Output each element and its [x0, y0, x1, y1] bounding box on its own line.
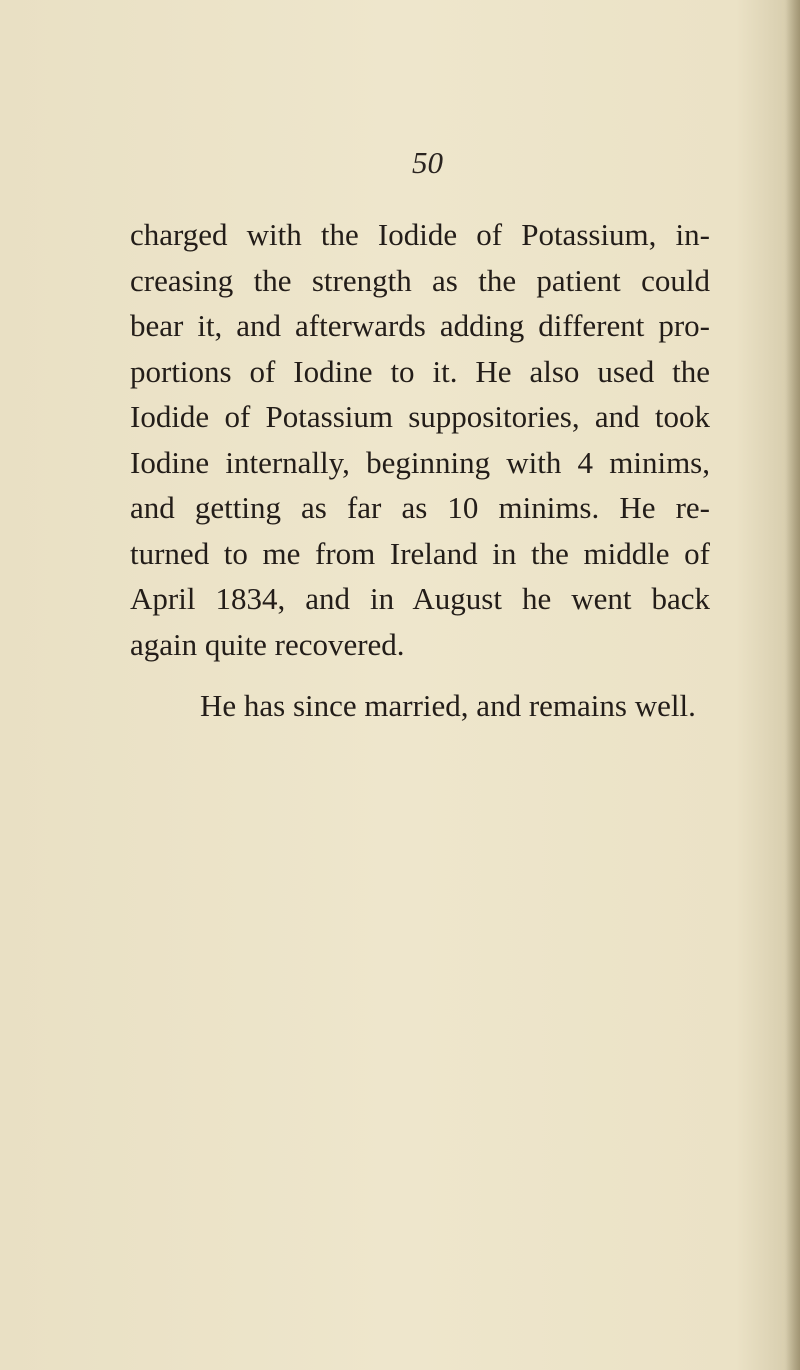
text-line: and getting as far as 10 minims. He re-	[130, 490, 710, 525]
page-edge-shadow	[786, 0, 800, 1370]
text-line: Iodide of Potassium suppositories, and took	[130, 399, 710, 434]
text-line: Iodine internally, beginning with 4 minims,	[130, 444, 710, 480]
page-number: 50	[412, 145, 443, 180]
text-line: creasing the strength as the patient could	[130, 262, 710, 298]
text-line: turned to me from Ireland in the middle of	[130, 535, 710, 571]
text-line: charged with the Iodide of Potassium, in-	[130, 217, 710, 252]
text-line: portions of Iodine to it. He also used the	[130, 353, 710, 389]
text-line: bear it, and afterwards adding different pro-	[130, 308, 710, 343]
text-line: April 1834, and in August he went back	[130, 581, 710, 616]
paragraph	[130, 683, 710, 729]
body-text	[130, 212, 710, 729]
paragraph	[130, 212, 710, 667]
text-line: again quite recovered.	[130, 626, 405, 662]
paragraph-gap	[130, 667, 710, 683]
text-line: He has since married, and remains well.	[200, 688, 696, 723]
